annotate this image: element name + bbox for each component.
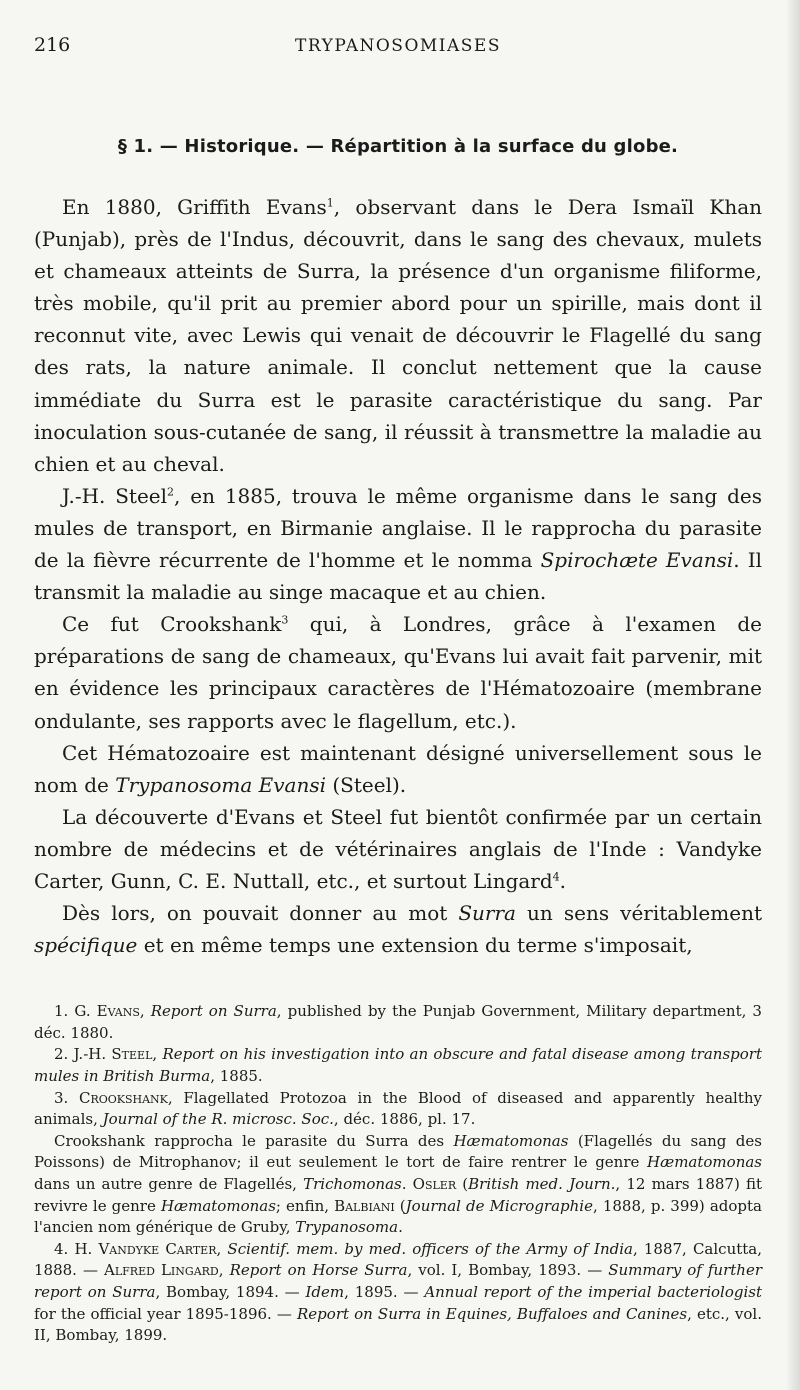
paragraph-5: La découverte d'Evans et Steel fut bientôt confirmée par un certain nombre de médecins et de vétérinaires anglais de l'Inde : Vandyke Carter, Gunn, C. E. Nuttall, etc., et surtout Lingard$^4$. <box>34 804 762 893</box>
running-head: TRYPANOSOMIASES <box>295 36 501 56</box>
paragraph-1: En 1880, Griffith Evans$^1$, observant dans le Dera Ismaïl Khan (Punjab), près de l'Indus, découvrit, dans le sang des chevaux, mulets et chameaux atteints de Surra, la présence d'un organisme filiforme, très mobile, qu'il prit au premier abord pour un spirille, mais dont il reconnut vite, avec Lewis qui venait de découvrir le Flagellé du sang des rats, la nature animale. Il conclut nettement que la cause immédiate du Surra est le parasite caractéristique du sang. Par inoculation sous-cutanée de sang, il réussit à transmettre la maladie au chien et au cheval. <box>34 195 763 476</box>
footnote-2: 2. J.-H. Steel, Report on his investigation into an obscure and fatal disease among transport mules in British Burma, 1885. <box>34 1045 762 1086</box>
footnote-ref-3: 3 <box>281 613 289 627</box>
page-number: 216 <box>34 34 71 56</box>
footnote-3: 3. Crookshank, Flagellated Protozoa in the Blood of diseased and apparently healthy animals, Journal of the R. microsc. Soc., déc. 1886, pl. 17. <box>34 1088 762 1129</box>
page-header <box>34 30 762 64</box>
footnotes <box>34 1001 762 1347</box>
paragraph-2: J.-H. Steel$^2$, en 1885, trouva le même organisme dans le sang des mules de transport, en Birmanie anglaise. Il le rapprocha du parasite de la fièvre récurrente de l'homme et le nomma Spirochæte Evansi. Il transmit la maladie au singe macaque et au chien. <box>34 483 763 605</box>
paragraph-3: Ce fut Crookshank$^3$ qui, à Londres, grâce à l'examen de préparations de sang de chameaux, qu'Evans lui avait fait parvenir, mit en évidence les principaux caractères de l'Hématozoaire (membrane ondulante, ses rapports avec le flagellum, etc.). <box>34 612 762 733</box>
page-edge-shadow <box>786 0 800 1390</box>
footnote-1: 1. G. Evans, Report on Surra, published by the Punjab Government, Military department, 3 déc. 1880. <box>34 1002 762 1042</box>
paragraph-4: Cet Hématozoaire est maintenant désigné universellement sous le nom de Trypanosoma Evansi (Steel). <box>34 740 762 797</box>
body-text <box>34 191 762 961</box>
footnote-ref-4: 4 <box>552 870 560 884</box>
footnote-4: 4. H. Vandyke Carter, Scientif. mem. by med. officers of the Army of India, 1887, Calcutta, 1888. — Alfred Lingard, Report on Horse Surra, vol. I, Bombay, 1893. — Summary of further report on Surra, Bombay, 1894. — Idem, 1895. — Annual report of the imperial bacteriologist for the official year 1895-1896. — Report on Surra in Equines, Buffaloes and Canines, etc., vol. II, Bombay, 1899. <box>34 1239 763 1345</box>
footnote-ref-2: 2 <box>167 485 175 499</box>
footnote-ref-1: 1 <box>326 196 334 210</box>
section-heading: § 1. — Historique. — Répartition à la surface du globe. <box>117 136 679 157</box>
book-page <box>34 30 762 1347</box>
paragraph-6: Dès lors, on pouvait donner au mot Surra un sens véritablement spécifique et en même temps une extension du terme s'imposait, <box>34 901 762 958</box>
footnote-3-continued: Crookshank rapprocha le parasite du Surra des Hæmatomonas (Flagellés du sang des Poissons) de Mitrophanov; il eut seulement le tort de faire rentrer le genre Hæmatomonas dans un autre genre de Flagellés, Trichomonas. Osler (British med. Journ., 12 mars 1887) fit revivre le genre Hæmatomonas; enfin, Balbiani (Journal de Micrographie, 1888, p. 399) adopta l'ancien nom générique de Gruby, Trypanosoma. <box>34 1131 763 1237</box>
